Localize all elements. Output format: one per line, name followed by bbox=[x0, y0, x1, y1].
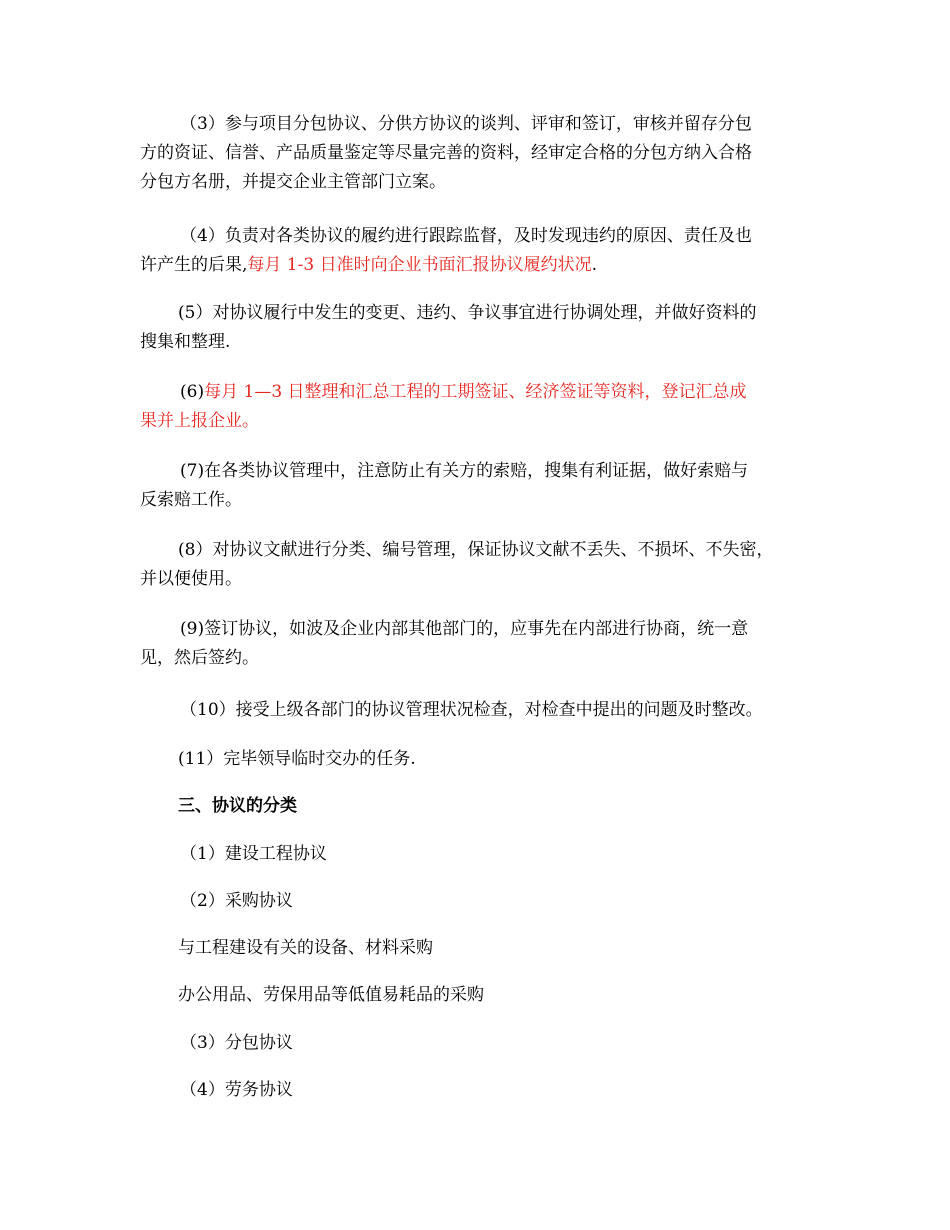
paragraph-10 bbox=[140, 696, 820, 725]
section-3-item-1 bbox=[140, 840, 820, 869]
paragraph-7 bbox=[140, 457, 820, 515]
paragraph-6-highlight-1: 每月 1—3 日整理和汇总工程的工期签证、经济签证等资料，登记汇总成 bbox=[204, 382, 747, 402]
paragraph-4-line-1: （4）负责对各类协议的履约进行跟踪监督，及时发现违约的原因、责任及也 bbox=[180, 226, 752, 246]
paragraph-4 bbox=[140, 222, 820, 280]
paragraph-10-line-1: （10）接受上级各部门的协议管理状况检查，对检查中提出的问题及时整改。 bbox=[180, 700, 763, 720]
section-3-heading bbox=[140, 792, 820, 821]
section-3-subitem-2-text: 办公用品、劳保用品等低值易耗品的采购 bbox=[178, 985, 484, 1005]
section-3-item-4-text: （4）劳务协议 bbox=[180, 1080, 293, 1100]
section-3-subitem-1-text: 与工程建设有关的设备、材料采购 bbox=[178, 938, 433, 958]
paragraph-3 bbox=[140, 110, 820, 197]
section-3-subitem-2 bbox=[140, 981, 820, 1010]
paragraph-7-line-1: (7)在各类协议管理中，注意防止有关方的索赔，搜集有利证据，做好索赔与 bbox=[180, 461, 749, 481]
paragraph-4-line-2-end: . bbox=[591, 255, 597, 275]
paragraph-11-line-1: (11）完毕领导临时交办的任务. bbox=[178, 749, 416, 769]
paragraph-3-line-2: 方的资证、信誉、产品质量鉴定等尽量完善的资料，经审定合格的分包方纳入合格 bbox=[140, 143, 752, 163]
section-3-heading-text: 三、协议的分类 bbox=[178, 796, 297, 816]
section-3-subitem-1 bbox=[140, 934, 820, 963]
paragraph-5-line-1: (5）对协议履行中发生的变更、违约、争议事宜进行协调处理，并做好资料的 bbox=[178, 303, 757, 323]
paragraph-7-line-2: 反索赔工作。 bbox=[140, 490, 242, 510]
section-3-item-1-text: （1）建设工程协议 bbox=[180, 844, 327, 864]
paragraph-4-line-2-text: 许产生的后果, bbox=[140, 255, 248, 275]
paragraph-11 bbox=[140, 745, 820, 774]
paragraph-9 bbox=[140, 615, 820, 673]
paragraph-4-line-2 bbox=[140, 251, 820, 280]
section-3-item-2-text: （2）采购协议 bbox=[180, 891, 293, 911]
section-3-item-3 bbox=[140, 1029, 820, 1058]
paragraph-6-line-1 bbox=[140, 378, 820, 407]
paragraph-6-highlight-2: 果并上报企业。 bbox=[140, 411, 259, 431]
paragraph-4-highlight: 每月 1-3 日准时向企业书面汇报协议履约状况 bbox=[247, 255, 592, 275]
paragraph-8 bbox=[140, 536, 820, 594]
paragraph-6 bbox=[140, 378, 820, 436]
paragraph-5-line-2: 搜集和整理. bbox=[140, 332, 231, 352]
paragraph-8-line-2: 并以便使用。 bbox=[140, 569, 242, 589]
paragraph-9-line-1: (9)签订协议，如波及企业内部其他部门的，应事先在内部进行协商，统一意 bbox=[180, 619, 749, 639]
section-3-item-4 bbox=[140, 1076, 820, 1105]
section-3-item-3-text: （3）分包协议 bbox=[180, 1033, 293, 1053]
paragraph-6-number: (6) bbox=[180, 382, 205, 402]
paragraph-3-line-1: （3）参与项目分包协议、分供方协议的谈判、评审和签订，审核并留存分包 bbox=[180, 114, 752, 134]
section-3-item-2 bbox=[140, 887, 820, 916]
paragraph-9-line-2: 见，然后签约。 bbox=[140, 648, 259, 668]
paragraph-3-line-3: 分包方名册，并提交企业主管部门立案。 bbox=[140, 172, 446, 192]
paragraph-8-line-1: (8）对协议文献进行分类、编号管理，保证协议文献不丢失、不损坏、不失密， bbox=[178, 540, 774, 560]
paragraph-5 bbox=[140, 299, 820, 357]
